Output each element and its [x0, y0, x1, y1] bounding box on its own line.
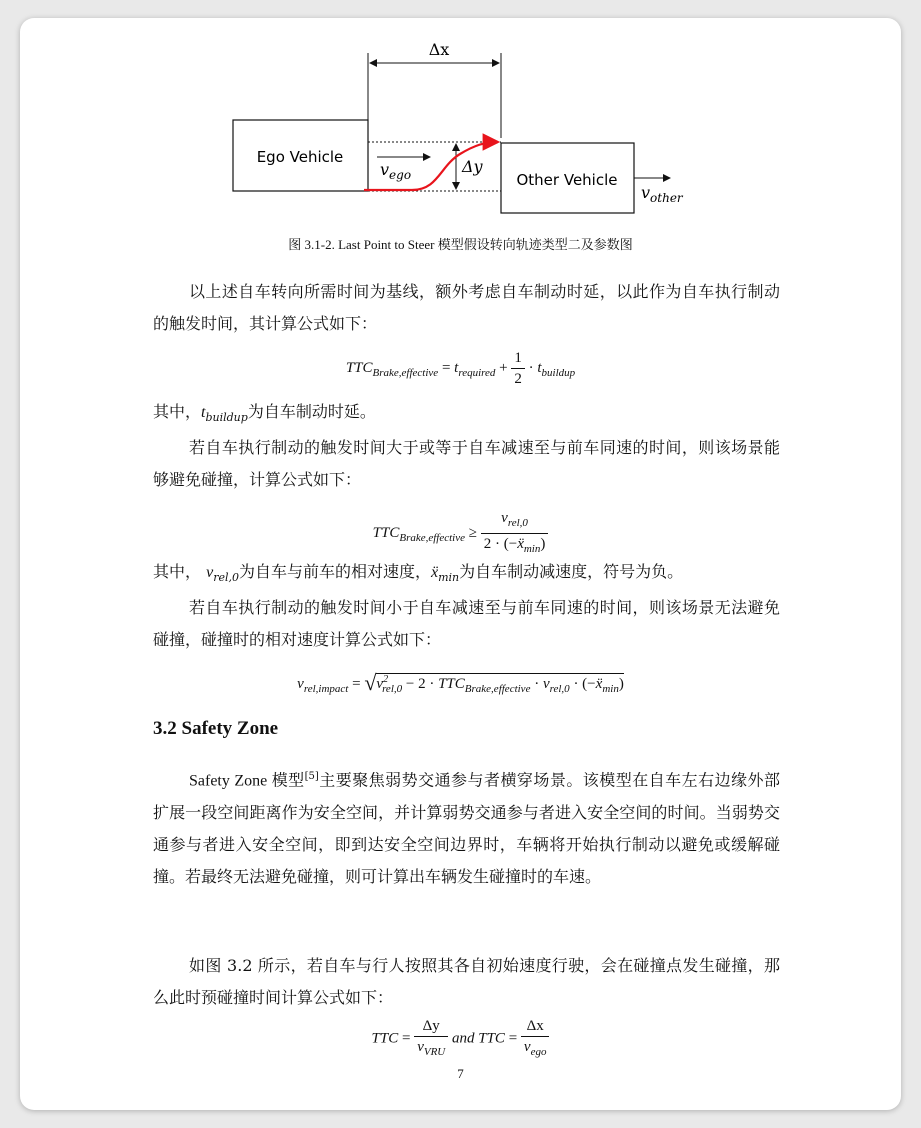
ego-vehicle-label: Ego Vehicle	[256, 148, 344, 166]
equation-ttc-condition: $TTC_{Brake,effective}$ ≥ $\frac{v_{rel,0}}{2 \cdot (-ẍ_{min})}$	[20, 508, 901, 559]
paragraph-1: 以上述自车转向所需时间为基线，额外考虑自车制动时延，以此作为自车执行制动的触发时间，其计算公式如下：	[153, 282, 780, 333]
figure-caption: 图 3.1-2. Last Point to Steer 模型假设转向轨迹类型二及参数图	[288, 237, 633, 252]
paragraph-3: 若自车执行制动的触发时间大于或等于自车减速至与前车同速的时间，则该场景能够避免碰撞，计算公式如下：	[153, 438, 780, 489]
paragraph-2: 其中，$t_{buildup}$为自车制动时延。	[153, 402, 376, 425]
v-other-label: $v_{other}$	[641, 183, 683, 205]
paragraph-7: 如图 3.2 所示，若自车与行人按照其各自初始速度行驶，会在碰撞点发生碰撞，那么此时预碰撞时间计算公式如下：	[153, 956, 780, 1007]
equation-ttc-safety-zone: TTC = $\frac{\Delta y}{v_{VRU}}$ and TTC = $\frac{\Delta x}{v_{ego}}$	[20, 1016, 901, 1062]
paragraph-6: Safety Zone 模型[5]主要聚焦弱势交通参与者横穿场景。该模型在自车左右边缘外部扩展一段空间距离作为安全空间，并计算弱势交通参与者进入安全空间的时间。当弱势交通参与者进入安全空间，即到达安全空间边界时，车辆将开始执行制动以避免或缓解碰撞。若最终无法避免碰撞，则可计算出车辆发生碰撞时的车速。	[153, 770, 780, 887]
other-vehicle-label: Other Vehicle	[516, 171, 618, 189]
dx-label: Δx	[428, 40, 450, 59]
trajectory-figure	[20, 18, 901, 228]
citation-link[interactable]: [5]	[304, 771, 319, 782]
v-ego-label: $v_{ego}$	[380, 160, 412, 182]
paragraph-4: 其中， $v_{rel,0}$为自车与前车的相对速度，ẍ$_{min}$为自车制动减速度，符号为负。	[153, 562, 684, 585]
paragraph-5: 若自车执行制动的触发时间小于自车减速至与前车同速的时间，则该场景无法避免碰撞，碰撞时的相对速度计算公式如下：	[153, 598, 780, 649]
equation-impact-velocity: $v_{rel,impact} = √v^2_{rel,0} - 2 \cdot TTC_{Brake,effective} \cdot v_{rel,0}$ · (−ẍ$_{min}$)	[297, 670, 624, 695]
equation-ttc-brake-effective: $TTC_{Brake,effective} = t_{required}$ + $\frac{1}{2}$ · $t_{buildup}$	[345, 350, 576, 387]
document-page	[20, 18, 901, 1110]
page-number: 7	[457, 1066, 464, 1081]
dy-label: Δy	[462, 157, 483, 176]
section-heading: 3.2 Safety Zone	[153, 718, 279, 739]
